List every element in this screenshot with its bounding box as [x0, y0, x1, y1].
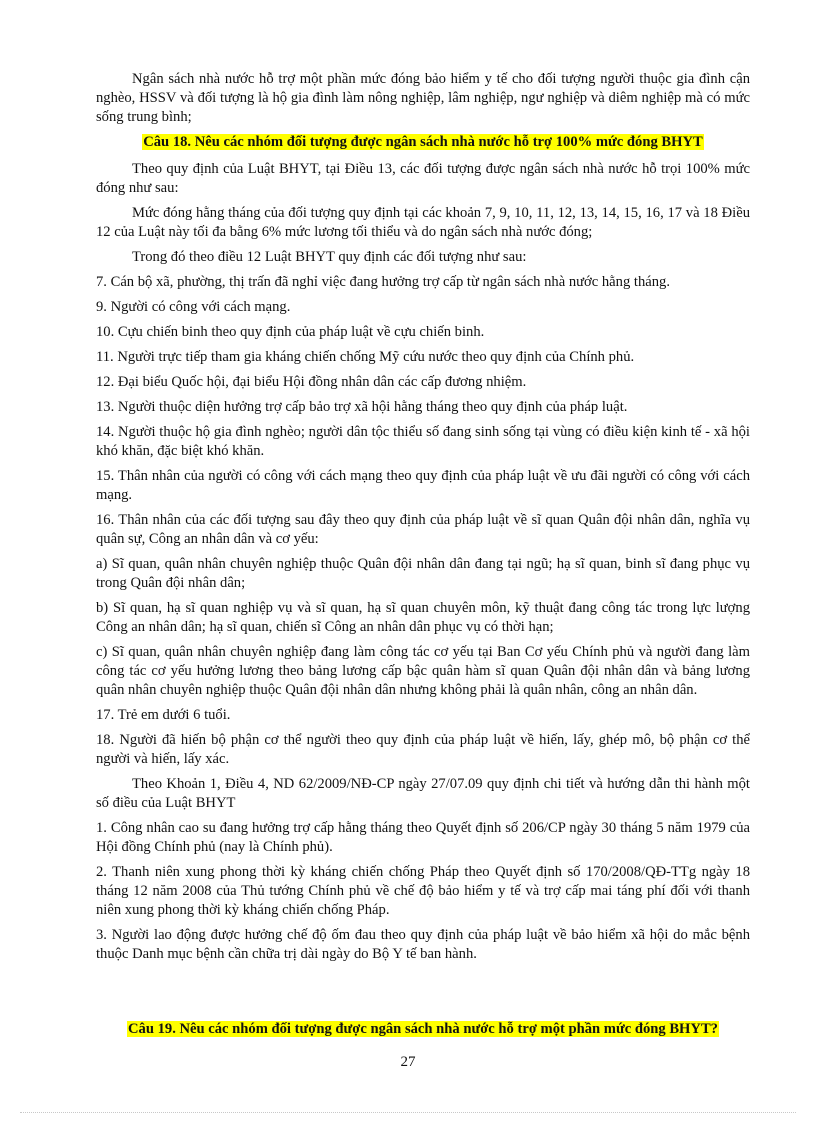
list-item: 11. Người trực tiếp tham gia kháng chiến chống Mỹ cứu nước theo quy định của Chính phủ.: [96, 349, 635, 365]
list-item: b) Sĩ quan, hạ sĩ quan nghiệp vụ và sĩ quan, hạ sĩ quan chuyên môn, kỹ thuật đang công tác trong lực lượng Công an nhân dân; hạ sĩ quan, chiến sĩ Công an nhân dân phục vụ có thời hạn;: [96, 600, 750, 635]
list-item: 9. Người có công với cách mạng.: [96, 299, 291, 315]
intro-paragraph: Ngân sách nhà nước hỗ trợ một phần mức đóng bảo hiểm y tế cho đối tượng người thuộc gia đình cận nghèo, HSSV và đối tượng là hộ gia đình làm nông nghiệp, lâm nghiệp, ngư nghiệp và diêm nghiệp mà có mức sống trung bình;: [96, 71, 750, 125]
list-item: 10. Cựu chiến binh theo quy định của pháp luật về cựu chiến binh.: [96, 324, 485, 340]
list-item: 15. Thân nhân của người có công với cách mạng theo quy định của pháp luật về ưu đãi người có công với cách mạng.: [96, 468, 750, 503]
question-18-highlight: Câu 18. Nêu các nhóm đối tượng được ngân sách nhà nước hỗ trợ 100% mức đóng BHYT: [143, 134, 703, 150]
list-item: c) Sĩ quan, quân nhân chuyên nghiệp đang làm công tác cơ yếu tại Ban Cơ yếu Chính phủ và người đang làm công tác cơ yếu hưởng lương theo bảng lương cấp bậc quân hàm sĩ quan Quân đội nhân dân và bảng lương quân nhân chuyên nghiệp thuộc Quân đội nhân dân nhưng không phải là quân nhân, công an nhân dân.: [96, 644, 750, 698]
list-item: 12. Đại biểu Quốc hội, đại biểu Hội đồng nhân dân các cấp đương nhiệm.: [96, 374, 527, 390]
list-item: 1. Công nhân cao su đang hưởng trợ cấp hằng tháng theo Quyết định số 206/CP ngày 30 tháng 5 năm 1979 của Hội đồng Chính phủ (nay là Chính phủ).: [96, 820, 750, 855]
list-item: 13. Người thuộc diện hưởng trợ cấp bảo trợ xã hội hằng tháng theo quy định của pháp luật.: [96, 399, 628, 415]
list-item: 14. Người thuộc hộ gia đình nghèo; người dân tộc thiểu số đang sinh sống tại vùng có điều kiện kinh tế - xã hội khó khăn, đặc biệt khó khăn.: [96, 424, 750, 459]
paragraph-law-article-13: Theo quy định của Luật BHYT, tại Điều 13, các đối tượng được ngân sách nhà nước hỗ trọi 100% mức đóng như sau:: [96, 161, 750, 196]
article-12-list: [96, 273, 750, 769]
list-item: 7. Cán bộ xã, phường, thị trấn đã nghỉ việc đang hưởng trợ cấp từ ngân sách nhà nước hằng tháng.: [96, 274, 670, 290]
paragraph-decree-62: Theo Khoản 1, Điều 4, ND 62/2009/NĐ-CP ngày 27/07.09 quy định chi tiết và hướng dẫn thi hành một số điều của Luật BHYT: [96, 776, 750, 811]
list-item: 17. Trẻ em dưới 6 tuổi.: [96, 707, 231, 723]
question-19-heading: [96, 1020, 750, 1039]
list-item: 16. Thân nhân của các đối tượng sau đây theo quy định của pháp luật về sĩ quan Quân đội nhân dân, nghĩa vụ quân sự, Công an nhân dân và cơ yếu:: [96, 512, 750, 547]
list-item: 18. Người đã hiến bộ phận cơ thể người theo quy định của pháp luật về hiến, lấy, ghép mô, bộ phận cơ thể người và hiến, lấy xác.: [96, 732, 750, 767]
page-boundary-divider: [20, 1112, 796, 1113]
page-content: [96, 70, 750, 970]
question-18-heading: [96, 133, 750, 152]
list-item: 3. Người lao động được hưởng chế độ ốm đau theo quy định của pháp luật về bảo hiểm xã hội do mắc bệnh thuộc Danh mục bệnh cần chữa trị dài ngày do Bộ Y tế ban hành.: [96, 927, 750, 962]
paragraph-article-12-intro: Trong đó theo điều 12 Luật BHYT quy định các đối tượng như sau:: [132, 249, 527, 265]
list-item: a) Sĩ quan, quân nhân chuyên nghiệp thuộc Quân đội nhân dân đang tại ngũ; hạ sĩ quan, binh sĩ đang phục vụ trong Quân đội nhân dân;: [96, 556, 750, 591]
paragraph-contribution-rate: Mức đóng hằng tháng của đối tượng quy định tại các khoản 7, 9, 10, 11, 12, 13, 14, 15, 16, 17 và 18 Điều 12 của Luật này tối đa bằng 6% mức lương tối thiểu và do ngân sách nhà nước đóng;: [96, 205, 750, 240]
page-number: 27: [400, 1054, 416, 1070]
list-item: 2. Thanh niên xung phong thời kỳ kháng chiến chống Pháp theo Quyết định số 170/2008/QĐ-TTg ngày 18 tháng 12 năm 2008 của Thủ tướng Chính phủ về chế độ bảo hiểm y tế và trợ cấp mai táng phí đối với thanh niên xung phong thời kỳ kháng chiến chống Pháp.: [96, 864, 750, 918]
decree-list: [96, 819, 750, 964]
question-19-highlight: Câu 19. Nêu các nhóm đối tượng được ngân sách nhà nước hỗ trợ một phần mức đóng BHYT?: [128, 1021, 718, 1037]
